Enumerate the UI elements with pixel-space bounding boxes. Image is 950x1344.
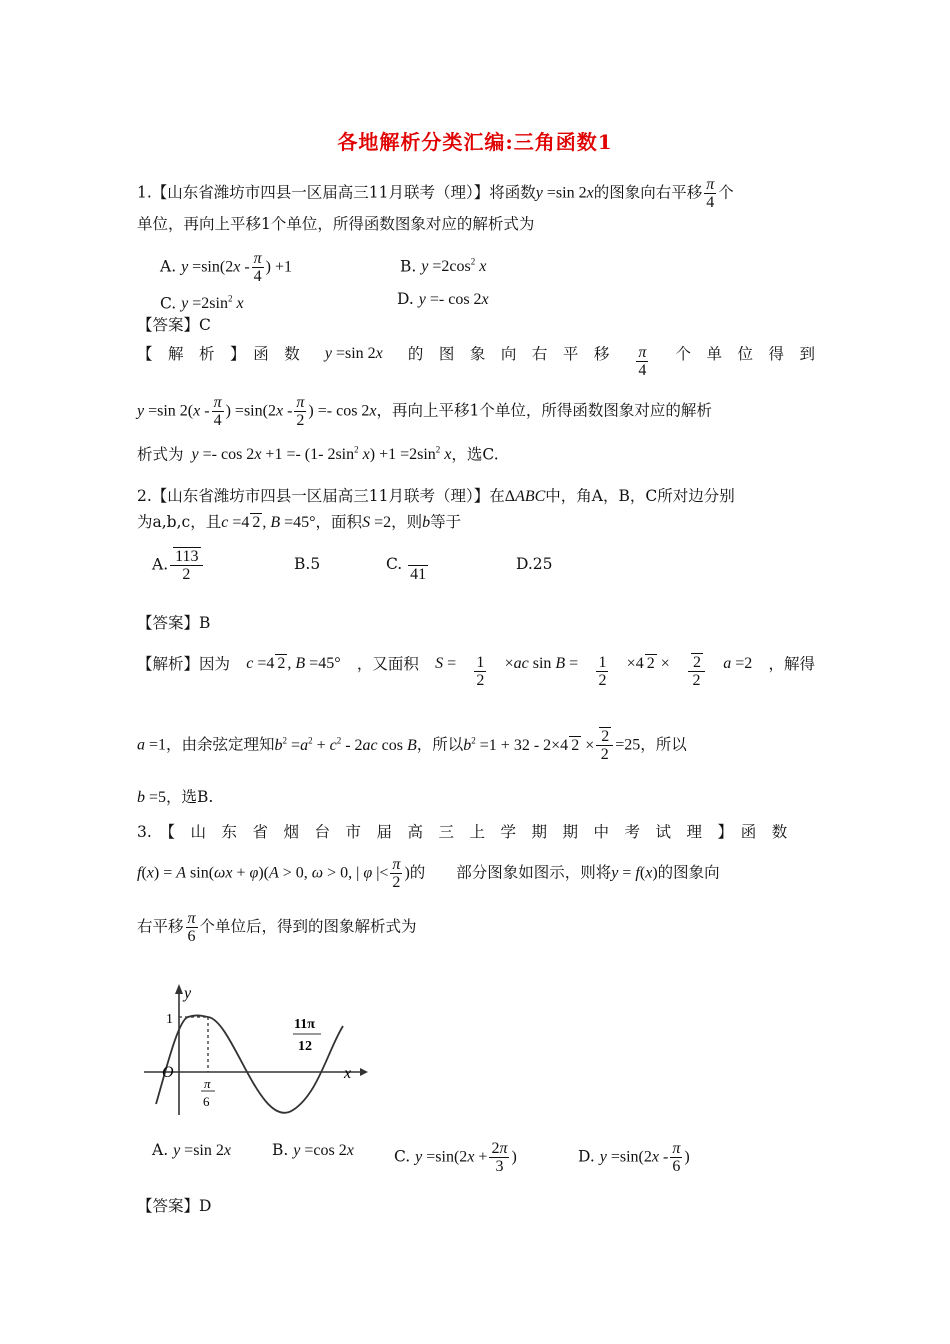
q2-option-b: B.5 bbox=[294, 555, 321, 573]
q2-stem-line2: 为a,b,c，且c =4 2 , B =45°，面积S =2，则b等于 bbox=[137, 513, 462, 531]
q1-answer: 【答案】C bbox=[137, 316, 211, 334]
q3-answer: 【答案】D bbox=[137, 1197, 212, 1215]
q1-stem-line2: 单位，再向上平移1个单位，所得函数图象对应的解析式为 bbox=[137, 215, 535, 233]
q1-analysis-line3: 析式为 y =- cos 2x +1 =- (1- $2\sin^2$ $x) +1 =2\sin^2$ x，选C. bbox=[137, 445, 499, 464]
q2-analysis: 【解析】因为 c =4 2 , B =45° ，又面积 S = $\frac{1}{2}$ ×ac sin B = $\frac{1}{2}$ ×4 2 × $\frac{2}{2}$ a =2 ，解得 bbox=[137, 654, 815, 689]
q3-option-c: C. y =sin(2x + $\frac{2\pi}{3}$ ) bbox=[394, 1140, 517, 1175]
q3-stem: 3. 【 山 东 省 烟 台 市 届 高 三 上 学 期 期 中 考 试 理 】 函 数 bbox=[137, 823, 788, 841]
y-axis-arrow bbox=[175, 984, 183, 994]
y-axis-label: y bbox=[184, 985, 192, 1002]
sine-curve bbox=[156, 1015, 343, 1112]
q2-analysis-line3: b =5，选B. bbox=[137, 788, 214, 806]
q2-stem: 2.【山东省潍坊市四县一区届高三11月联考（理）】在ΔABC中，角A，B，C所对边分别 bbox=[137, 487, 735, 505]
x-tick-num: π bbox=[204, 1076, 211, 1091]
q1-analysis-line2: y =sin 2(x - $\frac{\pi}{4}$ ) =sin(2x - $\frac{\pi}{2}$ ) =- cos 2x，再向上平移1个单位，所得函数图象对应的解析 bbox=[137, 394, 712, 429]
q2-option-d: D.25 bbox=[516, 555, 553, 573]
q3-option-d: D. y =sin(2x - $\frac{\pi}{6}$ ) bbox=[578, 1140, 690, 1175]
q2-option-c: C. 41 bbox=[386, 555, 427, 583]
annotation-num: 11π bbox=[294, 1017, 315, 1032]
q1-option-c: C. $y =2\sin^2$ x bbox=[160, 294, 244, 313]
q3-stem-line3: 右平移 $\frac{\pi}{6}$ 个单位后，得到的图象解析式为 bbox=[137, 910, 417, 945]
q2-answer: 【答案】B bbox=[137, 614, 211, 632]
q1-option-a: A. y =sin(2x - $\frac{\pi}{4}$ ) +1 bbox=[160, 250, 293, 285]
annotation-den: 12 bbox=[298, 1039, 312, 1054]
q2-analysis-line2: a =1，由余弦定理知$b^2 =a^2 + c^2 - 2ac$ cos B，所以$b^2 =1 + 32 - 2\times 4$ 2 × $\frac{2}{2}$ =25，所以 bbox=[137, 728, 687, 763]
q1-option-d: D. y =- cos 2x bbox=[397, 290, 489, 308]
q2-option-a: A. $\frac{113}{2}$ bbox=[152, 548, 205, 583]
x-axis-arrow bbox=[360, 1068, 368, 1076]
y-tick-label: 1 bbox=[166, 1012, 173, 1027]
sine-graph bbox=[138, 980, 368, 1120]
x-tick-den: 6 bbox=[203, 1094, 210, 1109]
q3-option-b: B. y =cos 2x bbox=[272, 1141, 354, 1159]
q1-option-b: B. $y =2\cos^2$ x bbox=[400, 257, 487, 276]
page-title: 各地解析分类汇编:三角函数1 bbox=[337, 130, 613, 154]
x-axis-label: x bbox=[344, 1065, 352, 1082]
q3-option-a: A. y =sin 2x bbox=[152, 1141, 231, 1159]
q3-stem-line2: f(x) = A sin(ωx + φ)(A > 0, ω > 0, | φ |< $\frac{\pi}{2}$ )的 部分图象如图示，则将y = f(x)的图象向 bbox=[137, 856, 720, 891]
q1-stem: 1.【山东省潍坊市四县一区届高三11月联考（理）】将函数y =sin 2x的图象向右平移 $\frac{\pi}{4}$ 个 bbox=[137, 176, 734, 211]
origin-label: O bbox=[162, 1064, 174, 1081]
q1-analysis: 【 解 析 】 函 数 y =sin 2x 的 图 象 向 右 平 移 $\frac{\pi}{4}$ 个 单 位 得 到 bbox=[137, 344, 815, 379]
